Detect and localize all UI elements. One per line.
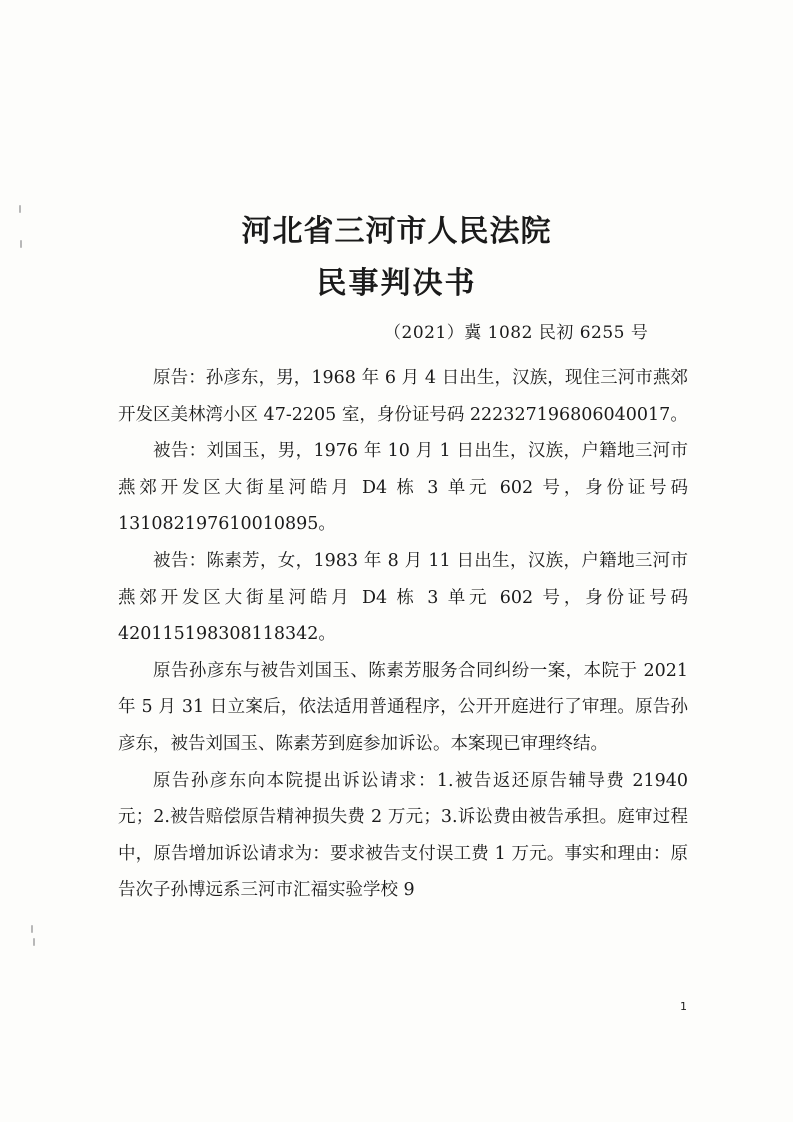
document-title: 民事判决书 — [316, 266, 477, 301]
court-name: 河北省三河市人民法院 — [241, 214, 552, 249]
judgment-body — [118, 360, 688, 909]
scan-mark — [31, 925, 33, 933]
scan-mark — [33, 938, 35, 946]
page-number: 1 — [680, 1000, 687, 1013]
plaintiff-paragraph: 原告：孙彦东，男，1968 年 6 月 4 日出生，汉族，现住三河市燕郊开发区美林湾小区 47-2205 室，身份证号码 222327196806040017。 — [118, 368, 688, 425]
claims-paragraph: 原告孙彦东向本院提出诉讼请求：1.被告返还原告辅导费 21940 元；2.被告赔偿原告精神损失费 2 万元；3.诉讼费由被告承担。庭审过程中，原告增加诉讼请求为：要求被告支付误工费 1 万元。事实和理由：原告次子孙博远系三河市汇福实验学校 9 — [118, 770, 688, 901]
case-summary-paragraph: 原告孙彦东与被告刘国玉、陈素芳服务合同纠纷一案，本院于 2021 年 5 月 31 日立案后，依法适用普通程序，公开开庭进行了审理。原告孙彦东，被告刘国玉、陈素芳到庭参加诉讼。本案现已审理终结。 — [118, 660, 688, 754]
defendant-2-paragraph: 被告：陈素芳，女，1983 年 8 月 11 日出生，汉族，户籍地三河市燕郊开发区大街星河皓月 D4 栋 3 单元 602 号，身份证号码 420115198308118342。 — [118, 550, 688, 645]
case-number: （2021）冀 1082 民初 6255 号 — [384, 323, 649, 343]
scan-mark — [19, 205, 21, 213]
defendant-1-paragraph: 被告：刘国玉，男，1976 年 10 月 1 日出生，汉族，户籍地三河市燕郊开发区大街星河皓月 D4 栋 3 单元 602 号，身份证号码 131082197610010895。 — [118, 441, 688, 535]
